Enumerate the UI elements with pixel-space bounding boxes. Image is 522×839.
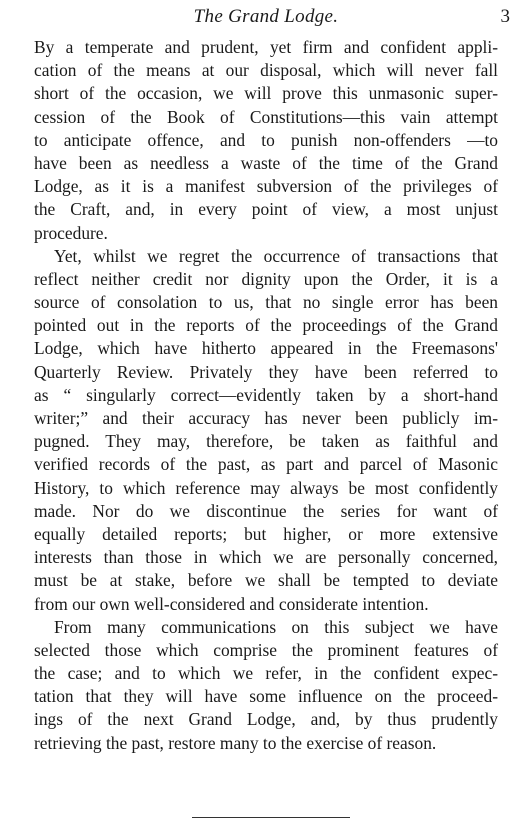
text-line: Quarterly Review. Privately they have been referred to xyxy=(34,361,498,382)
text-line: source of consolation to us, that no single error has been xyxy=(34,292,498,313)
text-line: cation of the means at our disposal, which will never fall xyxy=(34,60,498,81)
text-line: writer;” and their accuracy has never been publicly im- xyxy=(34,408,498,428)
body-text xyxy=(34,36,498,755)
running-head xyxy=(34,6,510,30)
end-rule xyxy=(192,817,350,818)
paragraph-1 xyxy=(34,36,498,245)
running-title: The Grand Lodge. xyxy=(193,6,339,27)
text-line: have been as needless a waste of the time of the Grand xyxy=(34,152,498,173)
text-line: History, to which reference may always be most confidently xyxy=(34,477,498,498)
text-line: equally detailed reports; but higher, or more extensive xyxy=(34,523,498,544)
text-line: selected those which comprise the prominent features of xyxy=(34,639,498,660)
text-line: the case; and to which we refer, in the confident expec- xyxy=(34,663,498,684)
page-number: 3 xyxy=(500,6,510,27)
text-line: pugned. They may, therefore, be taken as faithful and xyxy=(34,431,498,452)
text-line: By a temperate and prudent, yet firm and confident appli- xyxy=(34,37,498,57)
text-line: interests than those in which we are personally concerned, xyxy=(34,547,498,568)
text-line: short of the occasion, we will prove this unmasonic super- xyxy=(34,83,498,104)
text-line: to anticipate offence, and to punish non-offenders —to xyxy=(34,129,498,150)
text-line: Lodge, which have hitherto appeared in the Freemasons' xyxy=(34,338,498,359)
text-line: Lodge, as it is a manifest subversion of the privileges of xyxy=(34,176,498,197)
text-line: From many communications on this subject we have xyxy=(54,616,498,637)
text-line: Yet, whilst we regret the occurrence of transactions that xyxy=(54,245,498,266)
text-line: retrieving the past, restore many to the exercise of reason. xyxy=(34,732,437,753)
text-line: procedure. xyxy=(34,222,108,243)
text-line: verified records of the past, as part and parcel of Masonic xyxy=(34,454,498,475)
text-line: cession of the Book of Constitutions—this vain attempt xyxy=(34,106,498,127)
text-line: tation that they will have some influence on the proceed- xyxy=(34,686,498,707)
text-line: from our own well-considered and considerate intention. xyxy=(34,593,429,614)
paragraph-2 xyxy=(34,245,498,616)
text-line: the Craft, and, in every point of view, a most unjust xyxy=(34,199,498,220)
text-line: made. Nor do we discontinue the series for want of xyxy=(34,500,498,521)
paragraph-3 xyxy=(34,616,498,755)
text-line: reflect neither credit nor dignity upon the Order, it is a xyxy=(34,268,498,289)
text-line: pointed out in the reports of the proceedings of the Grand xyxy=(34,315,498,336)
text-line: must be at stake, before we shall be tempted to deviate xyxy=(34,570,498,591)
text-line: as “ singularly correct—evidently taken by a short-hand xyxy=(34,384,498,405)
text-line: ings of the next Grand Lodge, and, by thus prudently xyxy=(34,709,498,730)
